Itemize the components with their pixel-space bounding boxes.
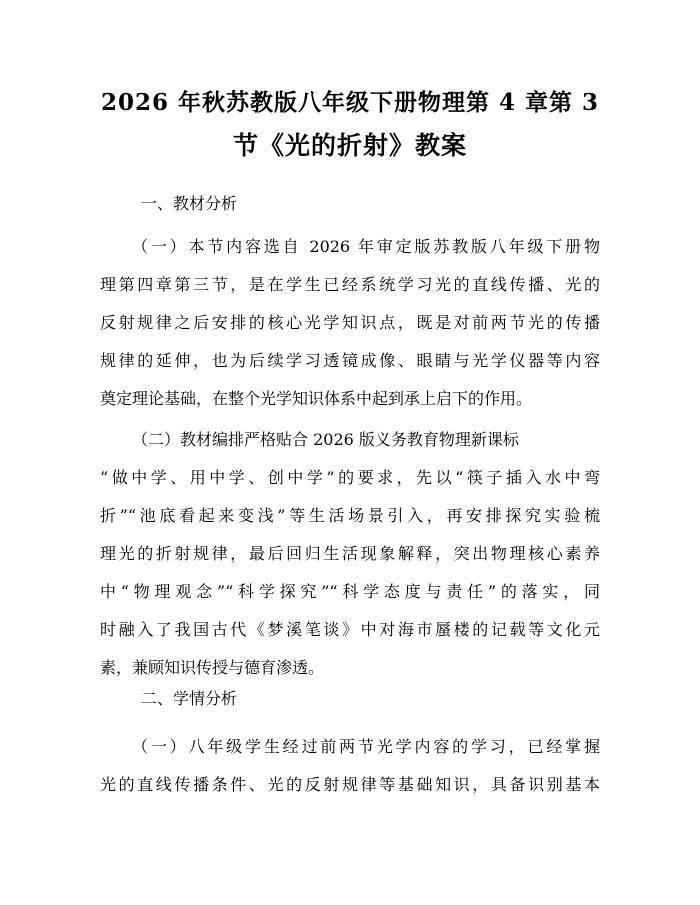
paragraph-line: 光的直线传播条件、光的反射规律等基础知识，具备识别基本 xyxy=(100,775,600,794)
paragraph-line: 理第四章第三节，是在学生已经系统学习光的直线传播、光的 xyxy=(100,275,600,294)
paragraph-line: （一）八年级学生经过前两节光学内容的学习，已经掌握 xyxy=(132,737,600,756)
paragraph-line: 规律的延伸，也为后续学习透镜成像、眼睛与光学仪器等内容 xyxy=(100,351,600,370)
document-title-line-1: 2026 年秋苏教版八年级下册物理第 4 章第 3 xyxy=(100,89,600,116)
paragraph-line: 中“物理观念”“科学探究”“科学态度与责任”的落实，同 xyxy=(100,582,600,601)
paragraph-line: 素，兼顾知识传授与德育渗透。 xyxy=(100,658,325,677)
paragraph-line: “做中学、用中学、创中学”的要求，先以“筷子插入水中弯 xyxy=(100,468,600,487)
paragraph-line: （一）本节内容选自 2026 年审定版苏教版八年级下册物 xyxy=(132,237,600,256)
paragraph-line: 时融入了我国古代《梦溪笔谈》中对海市蜃楼的记载等文化元 xyxy=(100,620,600,639)
paragraph-line: （二）教材编排严格贴合 2026 版义务教育物理新课标 xyxy=(132,430,519,449)
paragraph-line: 理光的折射规律，最后回归生活现象解释，突出物理核心素养 xyxy=(100,544,600,563)
paragraph-line: 奠定理论基础，在整个光学知识体系中起到承上启下的作用。 xyxy=(100,389,533,408)
section-heading-2: 二、学情分析 xyxy=(141,689,238,708)
document-title-line-2: 节《光的折射》教案 xyxy=(232,131,467,160)
section-heading-1: 一、教材分析 xyxy=(141,194,238,213)
paragraph-line: 折”“池底看起来变浅”等生活场景引入，再安排探究实验梳 xyxy=(100,506,600,525)
paragraph-line: 反射规律之后安排的核心光学知识点，既是对前两节光的传播 xyxy=(100,313,600,332)
